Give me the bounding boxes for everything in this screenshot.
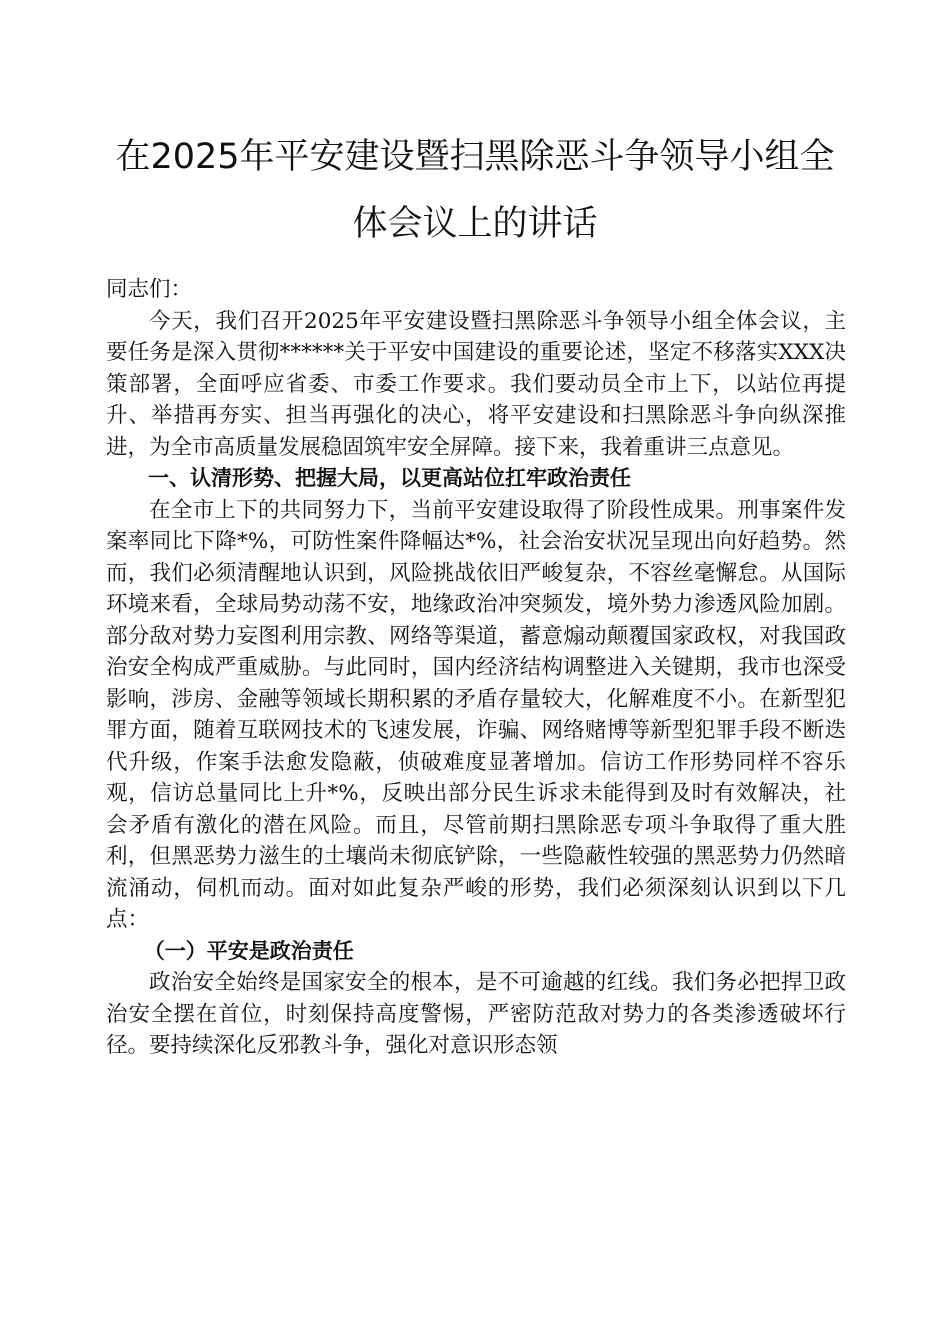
- section-1-paragraph: 在全市上下的共同努力下，当前平安建设取得了阶段性成果。刑事案件发案率同比下降*%，可防性案件降幅达*%，社会治安状况呈现出向好趋势。然而，我们必须清醒地认识到，风险挑战依旧严峻复杂，不容丝毫懈怠。从国际环境来看，全球局势动荡不安，地缘政治冲突频发，境外势力渗透风险加剧。部分敌对势力妄图利用宗教、网络等渠道，蓄意煽动颠覆国家政权，对我国政治安全构成严重威胁。与此同时，国内经济结构调整进入关键期，我市也深受影响，涉房、金融等领域长期积累的矛盾存量较大，化解难度不小。在新型犯罪方面，随着互联网技术的飞速发展，诈骗、网络赌博等新型犯罪手段不断迭代升级，作案手法愈发隐蔽，侦破难度显著增加。信访工作形势同样不容乐观，信访总量同比上升*%，反映出部分民生诉求未能得到及时有效解决，社会矛盾有激化的潜在风险。而且，尽管前期扫黑除恶专项斗争取得了重大胜利，但黑恶势力滋生的土壤尚未彻底铲除，一些隐蔽性较强的黑恶势力仍然暗流涌动，伺机而动。面对如此复杂严峻的形势，我们必须深刻认识到以下几点：: [106, 497, 846, 932]
- subsection-1-paragraph: 政治安全始终是国家安全的根本，是不可逾越的红线。我们务必把捍卫政治安全摆在首位，时刻保持高度警惕，严密防范敌对势力的各类渗透破坏行径。要持续深化反邪教斗争，强化对意识形态领: [106, 970, 846, 1058]
- intro-paragraph: 今天，我们召开2025年平安建设暨扫黑除恶斗争领导小组全体会议，主要任务是深入贯彻******关于平安中国建设的重要论述，坚定不移落实XXX决策部署，全面呼应省委、市委工作要求。我们要动员全市上下，以站位再提升、举措再夯实、担当再强化的决心，将平安建设和扫黑除恶斗争向纵深推进，为全市高质量发展稳固筑牢安全屏障。接下来，我着重讲三点意见。: [106, 308, 846, 460]
- salutation: 同志们：: [106, 277, 193, 302]
- section-1-heading: 一、认清形势、把握大局，以更高站位扛牢政治责任: [148, 466, 631, 490]
- document-title-line-1: 在2025年平安建设暨扫黑除恶斗争领导小组全: [115, 137, 835, 177]
- document-body: [106, 274, 846, 1062]
- subsection-1-heading: （一）平安是政治责任: [143, 938, 354, 963]
- document-title-line-2: 体会议上的讲话: [352, 204, 598, 244]
